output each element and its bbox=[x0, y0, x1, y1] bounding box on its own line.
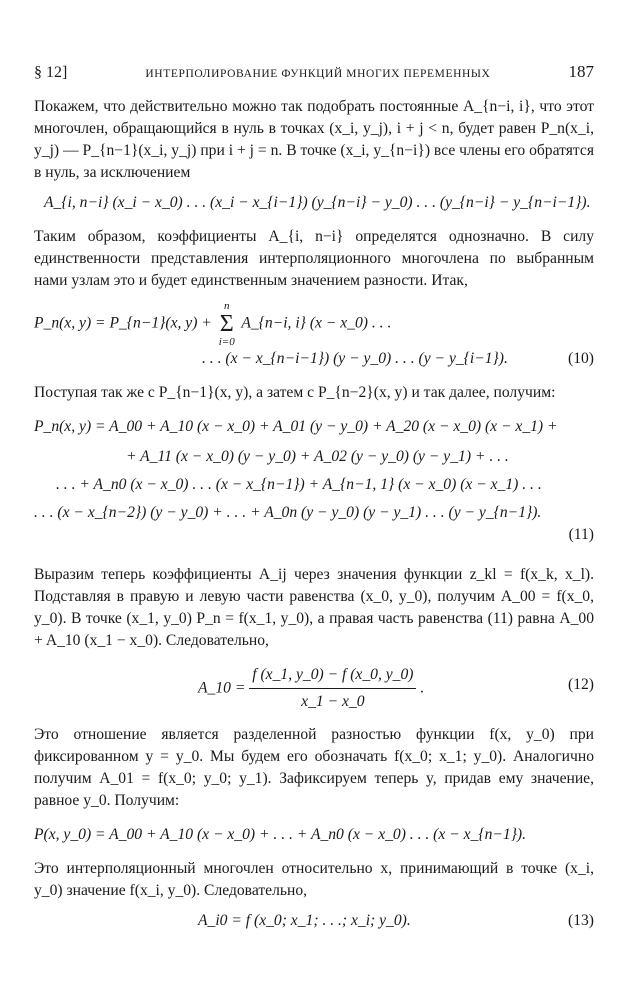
paragraph-6: Это интерполяционный многочлен относительно x, принимающий в точке (x_i, y_0) значение f(x_i, y_0). Следовательно, bbox=[34, 860, 594, 899]
eq12-fraction bbox=[249, 664, 416, 713]
paragraph-3: Поступая так же с P_{n−1}(x, y), а затем с P_{n−2}(x, y) и так далее, получим: bbox=[34, 384, 556, 401]
eq12-denominator: x_1 − x_0 bbox=[301, 693, 365, 710]
equation-number-10: (10) bbox=[568, 350, 594, 367]
section-mark: § 12] bbox=[34, 64, 68, 81]
paragraph-5: Это отношение является разделенной разностью функции f(x, y_0) при фиксированном y = y_0. Мы будем его обозначать f(x_0; x_1; y_0). Аналогично получим A_01 = f(x_0; y_0; y_1). Зафиксируем теперь y, придав ему значение, равное y_0. Получим: bbox=[34, 726, 594, 809]
equation-13 bbox=[34, 910, 594, 932]
equation-exception-term: A_{i, n−i} (x_i − x_0) . . . (x_i − x_{i−1}) (y_{n−i} − y_0) . . . (y_{n−i} − y_{n−i−1}). bbox=[44, 194, 591, 211]
paragraph-2: Таким образом, коэффициенты A_{i, n−i} определятся однозначно. В силу единственности представления интерполяционного многочлена по выбранным нами узлам это и будет единственным значением разности. Итак, bbox=[34, 228, 594, 289]
paragraph-1: Покажем, что действительно можно так подобрать постоянные A_{n−i, i}, что этот многочлен, обращающийся в нуль в точках (x_i, y_j), i + j < n, будет равен P_n(x_i, y_j) — P_{n−1}(x_i, y_j) при i + j = n. В точке (x_i, y_{n−i}) все члены его обратятся в нуль, за исключением bbox=[34, 98, 594, 181]
eq10-line1-right: A_{n−i, i} (x − x_0) . . . bbox=[241, 314, 392, 332]
equation-11 bbox=[34, 416, 594, 548]
eq10-line1-left: P_n(x, y) = P_{n−1}(x, y) + bbox=[34, 314, 212, 332]
eq11-line1: P_n(x, y) = A_00 + A_10 (x − x_0) + A_01 (y − y_0) + A_20 (x − x_0) (x − x_1) + bbox=[34, 418, 558, 435]
book-page bbox=[34, 62, 594, 932]
eq11-line4: . . . (x − x_{n−2}) (y − y_0) + . . . + A_0n (y − y_0) (y − y_1) . . . (y − y_{n−1}). bbox=[34, 504, 542, 521]
sigma-symbol: Σ bbox=[219, 311, 234, 337]
summation-symbol bbox=[219, 300, 235, 348]
sum-upper-limit: n bbox=[223, 300, 230, 312]
sum-lower-limit: i=0 bbox=[218, 336, 235, 348]
paragraph-4: Выразим теперь коэффициенты A_ij через значения функции z_kl = f(x_k, x_l). Подставляя в правую и левую части равенства (x_0, y_0), получим A_00 = f(x_0, y_0). В точке (x_1, y_0) P_n = f(x_1, y_0), а правая часть равенства (11) равна A_00 + A_10 (x_1 − x_0). Следовательно, bbox=[34, 566, 594, 649]
eq12-numerator: f (x_1, y_0) − f (x_0, y_0) bbox=[249, 664, 416, 689]
running-header bbox=[34, 62, 594, 82]
eq13-formula: A_i0 = f (x_0; x_1; . . .; x_i; y_0). bbox=[198, 912, 411, 929]
equation-12: A_10 = $\frac{f (x\_1, y\_0) - f (x\_0, y\_0)}{x\_1 - x\_0}$ . (12) bbox=[34, 664, 594, 708]
eq11-line2: + A_11 (x − x_0) (y − y_0) + A_02 (y − y_0) (y − y_1) + . . . bbox=[126, 448, 509, 465]
equation-number-13: (13) bbox=[568, 912, 594, 929]
eq10-line2: . . . (x − x_{n−i−1}) (y − y_0) . . . (y − y_{i−1}). bbox=[202, 350, 508, 367]
equation-number-11: (11) bbox=[568, 526, 594, 543]
equation-10 bbox=[34, 300, 594, 370]
equation-p-x-y0: P(x, y_0) = A_00 + A_10 (x − x_0) + . . . + A_n0 (x − x_0) . . . (x − x_{n−1}). bbox=[34, 826, 527, 843]
eq11-line3: . . . + A_n0 (x − x_0) . . . (x − x_{n−1}) + A_{n−1, 1} (x − x_0) (x − x_1) . . . bbox=[56, 476, 542, 493]
page-number: 187 bbox=[568, 62, 594, 81]
equation-number-12: (12) bbox=[568, 676, 594, 693]
eq12-left: A_10 = bbox=[198, 679, 246, 697]
running-title: ИНТЕРПОЛИРОВАНИЕ ФУНКЦИЙ МНОГИХ ПЕРЕМЕННЫХ bbox=[145, 68, 491, 80]
